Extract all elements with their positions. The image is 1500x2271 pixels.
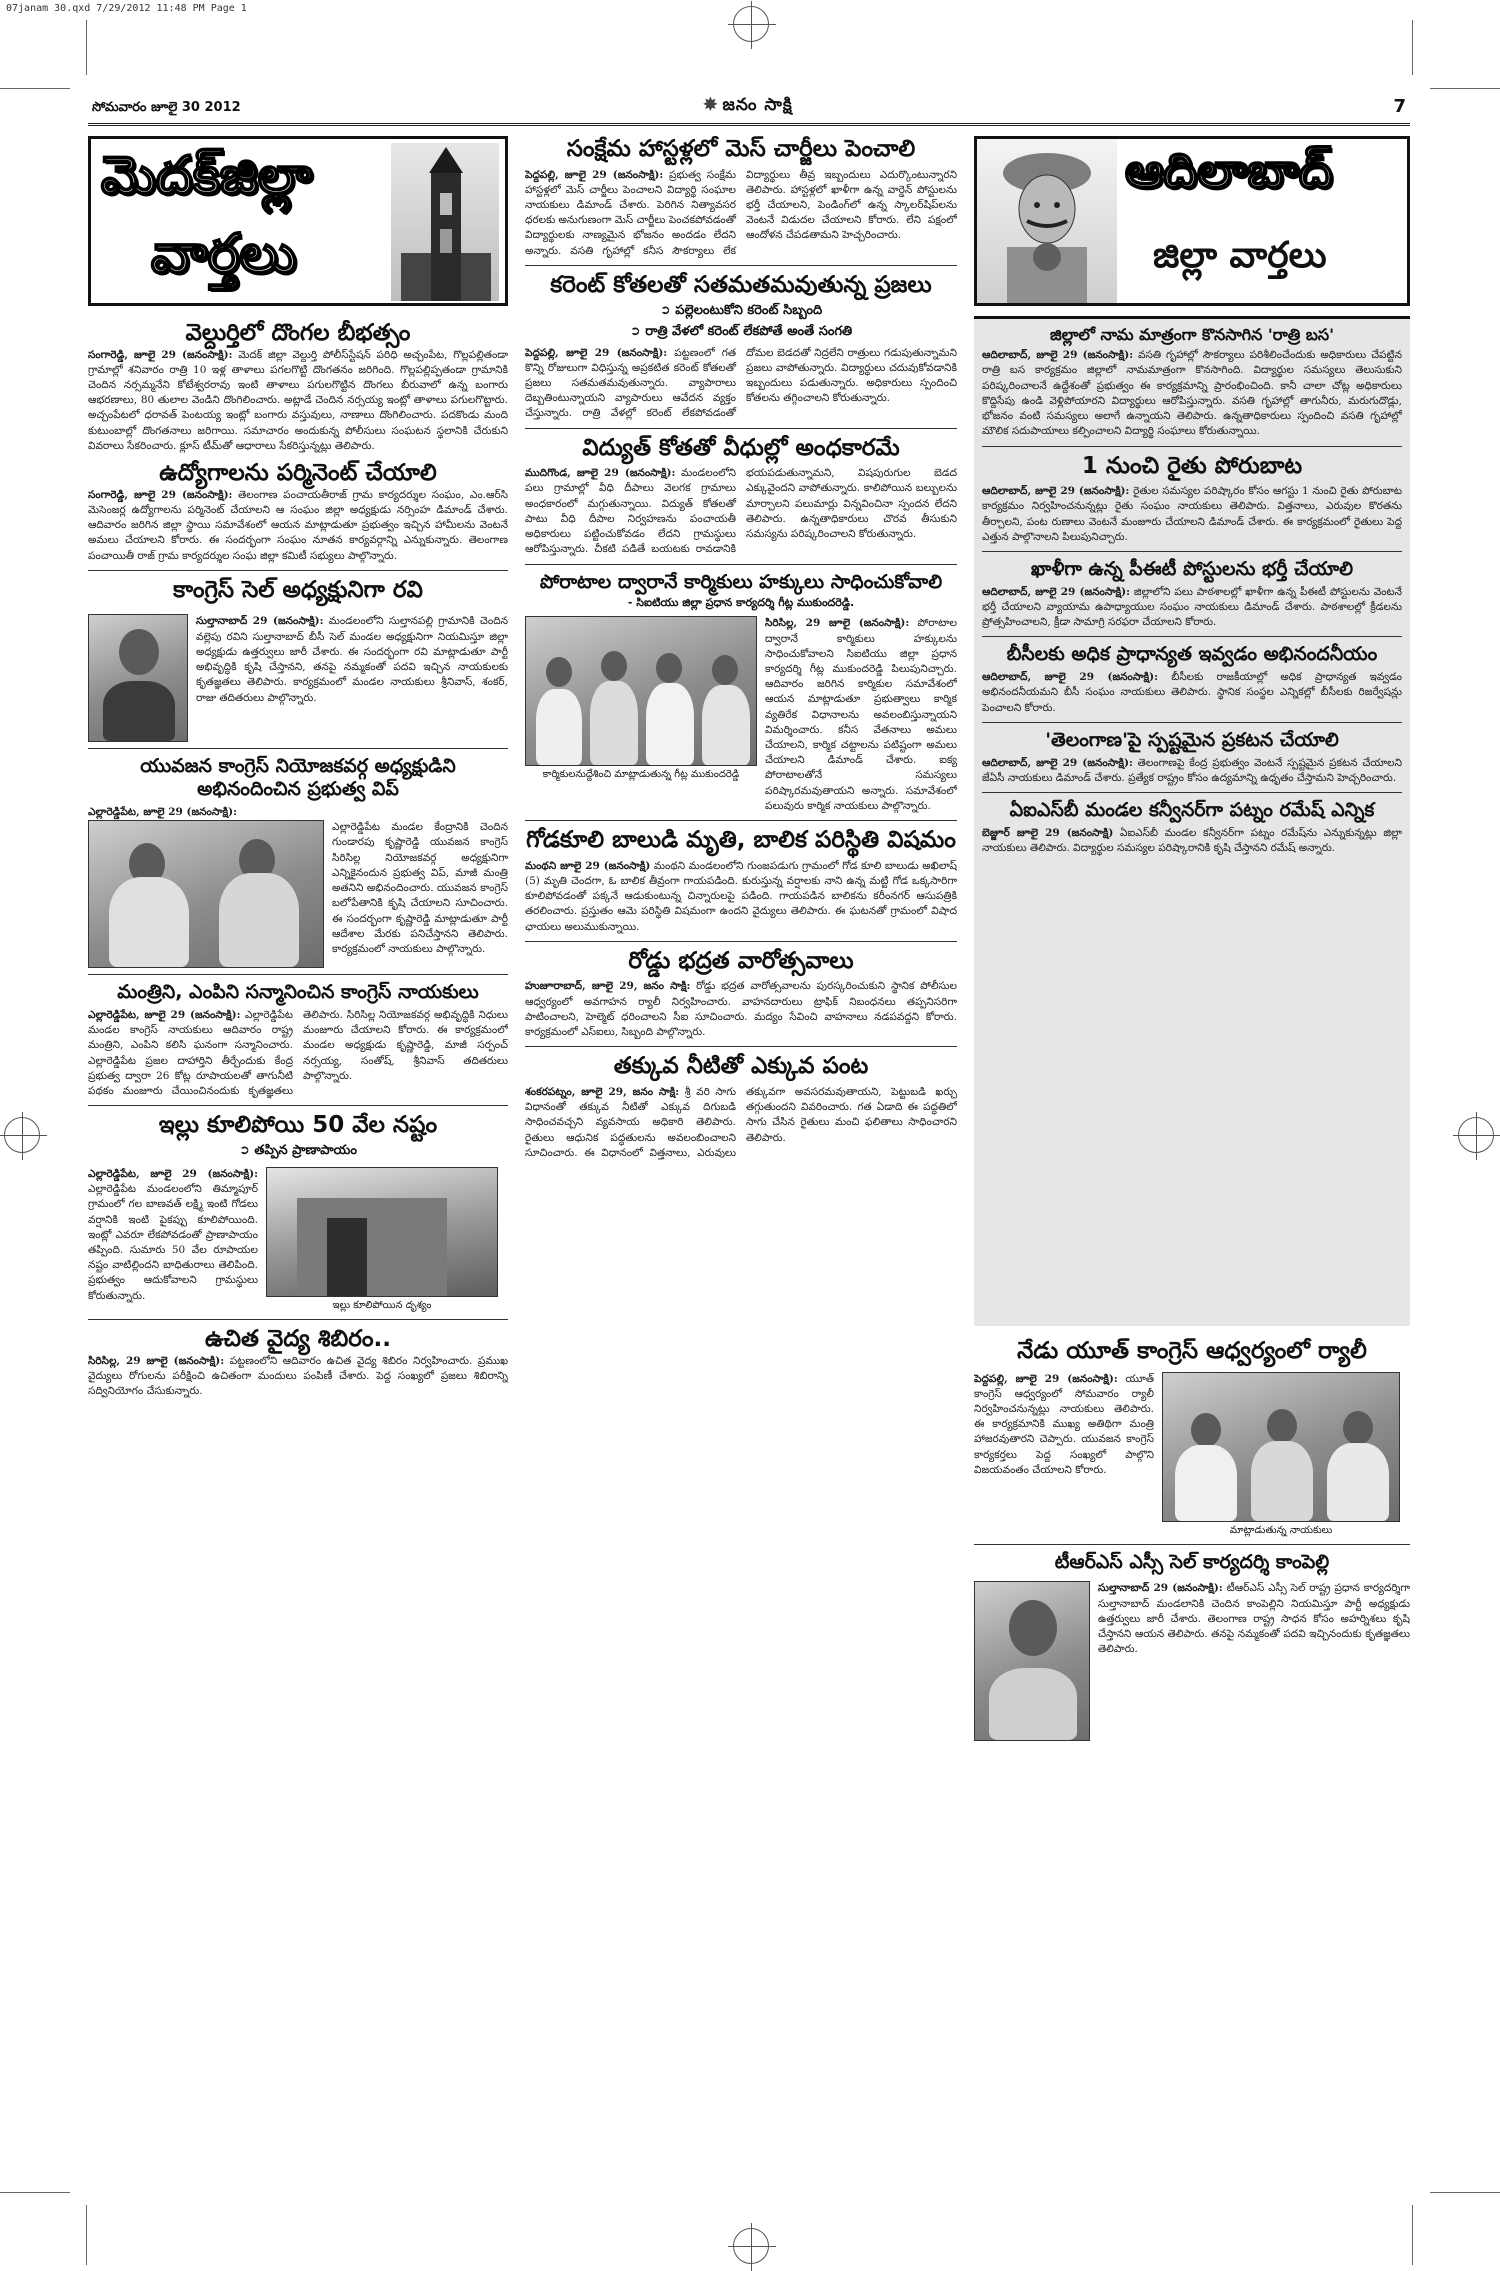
arrow-bullet-icon: ➲	[659, 302, 676, 318]
crop-mark	[0, 88, 70, 89]
article-minister-felicitation	[88, 981, 508, 1099]
article-body: ఎల్లారెడ్డిపేట మండల కేంద్రానికి చెందిన గుండారపు కృష్ణారెడ్డి యువజన కాంగ్రెస్ సిరిసిల్ల నియోజకవర్గ అధ్యక్షునిగా ఎన్నికైనందున ప్రభుత్వ విప్, మాజీ మంత్రి అతనిని అభినందించారు. యువజన కాంగ్రెస్ బలోపేతానికి కృషి చేయాలని సూచించారు. ఈ సందర్భంగా కృష్ణారెడ్డి మాట్లాడుతూ పార్టీ ఆదేశాల మేరకు పనిచేస్తానని తెలిపారు. కార్యక్రమంలో నాయకులు పాల్గొన్నారు.	[332, 821, 508, 955]
article-body: తెలంగాణపై కేంద్ర ప్రభుత్వం వెంటనే స్పష్టమైన ప్రకటన చేయాలని జేఏసీ నాయకులు డిమాండ్ చేశారు. ప్రత్యేక రాష్ట్రం కోసం ఉద్యమాన్ని ఉధృతం చేస్తామని హెచ్చరించారు.	[982, 756, 1402, 784]
divider	[525, 428, 957, 429]
headline: వెల్దుర్తిలో దొంగల బీభత్సం	[185, 320, 411, 346]
headline: మంత్రిని, ఎంపిని సన్మానించిన కాంగ్రెస్ నాయకులు	[117, 981, 479, 1004]
banner-title-line2: జిల్లా వార్తలు	[1153, 235, 1327, 276]
divider	[525, 820, 957, 821]
registration-mark-right	[1458, 1117, 1494, 1153]
article-body: ఏఐఎస్‌బీ మండల కన్వీనర్‌గా పట్నం రమేష్‌ను ఎన్నుకున్నట్లు జిల్లా నాయకులు తెలిపారు. విద్యార్థుల సమస్యల పరిష్కారానికి కృషి చేస్తానని రమేష్ అన్నారు.	[982, 826, 1402, 855]
church-photo	[391, 143, 499, 301]
column-medak	[88, 136, 508, 2190]
headline: టీఆర్‌ఎస్ ఎస్సీ సెల్ కార్యదర్శి కాంపెల్లి	[1054, 1550, 1330, 1573]
masthead-title: జనం సాక్షి	[722, 95, 793, 115]
collapsed-house-photo	[266, 1167, 498, 1297]
divider	[525, 941, 957, 942]
article-streets-dark	[525, 435, 957, 558]
headline: విద్యుత్ కోతతో వీధుల్లో అంధకారమే	[582, 434, 900, 461]
dateline: సుల్తానాబాద్ 29 (జనంసాక్షి):	[1098, 1582, 1223, 1595]
leaders-seated-photo	[1162, 1372, 1400, 1522]
article-body: టీఆర్‌ఎస్ ఎస్సీ సెల్ రాష్ట్ర ప్రధాన కార్యదర్శిగా సుల్తానాబాద్ మండలానికి చెందిన కాంపెల్లిని నియమిస్తూ పార్టీ అధ్యక్షుడు ఉత్తర్వులు జారీ చేశారు. తెలంగాణ రాష్ట్ర సాధన కోసం అహర్నిశలు కృషి చేస్తానని ఆయన తెలిపారు. తనపై నమ్మకంతో పదవి ఇచ్చినందుకు కృతజ్ఞతలు తెలిపారు.	[1098, 1582, 1410, 1656]
divider	[88, 1105, 508, 1106]
article-less-water-more-crop	[525, 1053, 957, 1161]
headline: యువజన కాంగ్రెస్ నియోజకవర్గ అధ్యక్షుడిని అభినందించిన ప్రభుత్వ విప్	[140, 755, 456, 801]
divider	[88, 570, 508, 571]
crop-mark	[0, 2192, 70, 2193]
dateline: మంథని జూలై 29 (జనంసాక్షి)	[525, 859, 651, 872]
column-adilabad	[974, 136, 1410, 2190]
adilabad-news-box	[974, 316, 1410, 1326]
headline: 'తెలంగాణ'పై స్పష్టమైన ప్రకటన చేయాలి	[1045, 728, 1339, 751]
headline: ఇల్లు కూలిపోయి 50 వేల నష్టం	[158, 1112, 438, 1139]
dateline: శంకరపట్నం, జూలై 29, జనం సాక్షి:	[525, 1085, 680, 1098]
crop-mark	[1412, 2205, 1413, 2265]
dateline: సంగారెడ్డి, జూలై 29 (జనంసాక్షి):	[88, 488, 233, 501]
registration-mark-left	[4, 1117, 40, 1153]
page-number: 7	[1393, 96, 1406, 117]
headline: జిల్లాలో నామ మాత్రంగా కొనసాగిన 'రాత్రి బస'	[1050, 325, 1334, 344]
dateline: ఆదిలాబాద్, జూలై 29 (జనంసాక్షి):	[982, 585, 1131, 598]
headline: కరెంట్ కోతలతో సతమతమవుతున్న ప్రజలు	[550, 271, 932, 298]
article-youth-congress-president	[88, 755, 508, 968]
article-congress-cell-ravi	[88, 577, 508, 743]
article-veldurthi	[88, 320, 508, 454]
article-night-stay	[982, 325, 1402, 440]
adilabad-district-banner	[974, 136, 1410, 306]
dateline: ఎల్లారెడ్డిపేట, జూలై 29 (జనంసాక్షి):	[88, 806, 237, 818]
photo-caption: కార్మికులనుద్దేశించి మాట్లాడుతున్న గీట్ల ముకుందరెడ్డి	[542, 769, 740, 781]
headline: బీసీలకు అధిక ప్రాధాన్యత ఇవ్వడం అభినందనీయం	[1006, 643, 1378, 666]
headline: 1 నుంచి రైతు పోరుబాట	[1081, 452, 1303, 479]
file-stamp: 07janam 30.qxd 7/29/2012 11:48 PM Page 1	[6, 3, 247, 14]
article-body: మండలంలోని సుల్తానపల్లి గ్రామానికి చెందిన వల్లెపు రవిని సుల్తానాబాద్ బీసీ సెల్ మండల అధ్యక్షునిగా నియమిస్తూ జిల్లా అధ్యక్షుడు ఉత్తర్వులు జారీ చేశారు. ఈ సందర్భంగా రవి మాట్లాడుతూ పార్టీ అభివృద్ధికి కృషి చేస్తానని, తనపై నమ్మకంతో పదవి ఇచ్చిన నాయకులకు కృతజ్ఞతలు తెలిపారు. కార్యక్రమంలో మండల నాయకులు శ్రీనివాస్, శంకర్, రాజు తదితరులు పాల్గొన్నారు.	[196, 615, 508, 704]
dateline: సంగారెడ్డి, జూలై 29 (జనంసాక్షి):	[88, 348, 233, 361]
page-header	[88, 90, 1410, 126]
article-bc-priority	[982, 643, 1402, 715]
star-logo-icon: ✸	[703, 95, 719, 115]
dateline: ఎల్లారెడ్డిపేట, జూలై 29 (జనంసాక్షి):	[88, 1009, 241, 1022]
article-body: మెదక్ జిల్లా వెల్దుర్తి పోలీస్‌స్టేషన్ పరిధి అచ్చంపేట, గొల్లపల్లితండా గ్రామాల్లో శనివారం రాత్రి 10 ఇళ్ల తాళాలు పగలగొట్టి దొంగతనం జరిగింది. గొల్లపల్లిప్పతండా గ్రామానికి చెందిన నర్సమ్మనేని కోటేశ్వరరావు ఇంటి తాళాలు పగులగొట్టిన దొంగలు బీరువాలో ఉన్న బంగారు ఆభరణాలు, 80 తులాల వెండిని దొంగిలించారు. అట్లాడే చెందిన నర్సయ్య ఇంట్లో తాళాలు పగులగొట్టారు. అచ్చంపేటలో ధరావత్ పెంటయ్య ఇంట్లో బంగారు వస్తువులు, నాణాలు దొంగిలించారు. పదకొండు మంది కుటుంబాల్లో దొంగతనాలు జరిగాయి. సమాచారం అందుకున్న పోలీసులు సంఘటన స్థలానికి చేరుకుని వివరాలు సేకరించారు. క్లూస్ టీమ్‌తో ఆధారాలు సేకరిస్తున్నట్లు తెలిపారు.	[88, 348, 508, 452]
divider	[982, 636, 1402, 637]
dateline: పెద్దపల్లి, జూలై 29 (జనంసాక్షి):	[525, 346, 668, 359]
article-road-safety	[525, 948, 957, 1040]
two-men-photo	[88, 820, 324, 968]
banner-title-line1: మెదక్‌జిల్లా	[101, 145, 313, 206]
article-farmers-agitation	[982, 453, 1402, 545]
dateline: ఆదిలాబాద్, జూలై 29 (జనంసాక్షి):	[982, 671, 1159, 684]
dateline: ఆదిలాబాద్, జూలై 29 (జనంసాక్షి):	[982, 756, 1133, 769]
crop-mark	[86, 2205, 87, 2265]
article-body: ఎల్లారెడ్డిపేట మండల కాంగ్రెస్ నాయకులు ఆదివారం రాష్ట్ర మంత్రిని, ఎంపిని కలిసి ఘనంగా సన్మానించారు. ఎల్లారెడ్డిపేట ప్రజల దాహార్తిని తీర్చేందుకు కేంద్ర ప్రభుత్వ ద్వారా 26 కోట్ల రూపాయలతో తాగునీటి పథకం మంజూరు చేయించినందుకు కృతజ్ఞతలు తెలిపారు. సిరిసిల్ల నియోజకవర్గ అభివృద్ధికి నిధులు మంజూరు చేయాలని కోరారు. ఈ కార్యక్రమంలో మండల అధ్యక్షుడు కృష్ణారెడ్డి, మాజీ సర్పంచ్ నర్సయ్య, సంతోష్, శ్రీనివాస్ తదితరులు పాల్గొన్నారు.	[88, 1009, 508, 1098]
crop-mark	[1412, 20, 1413, 75]
article-pet-posts	[982, 558, 1402, 630]
article-hostel-mess-charges	[525, 136, 957, 259]
registration-mark-top	[733, 6, 769, 42]
dateline: పెద్దపల్లి, జూలై 29 (జనంసాక్షి):	[974, 1372, 1118, 1385]
article-aisb-convener	[982, 799, 1402, 856]
article-body: బీసీలకు రాజకీయాల్లో అధిక ప్రాధాన్యత ఇవ్వడం అభినందనీయమని బీసీ సంఘం నాయకులు తెలిపారు. స్థానిక సంస్థల ఎన్నికల్లో బీసీలకు రిజర్వేషన్లు పెంచాలని కోరారు.	[982, 671, 1402, 714]
column-center	[525, 136, 957, 2190]
banner-title-line1: ఆదిలాబాద్	[1125, 143, 1333, 199]
headline: నేడు యూత్ కాంగ్రెస్ ఆధ్వర్యంలో ర్యాలీ	[1017, 1338, 1367, 1364]
article-wall-collapse	[525, 827, 957, 935]
divider	[982, 551, 1402, 552]
issue-date: సోమవారం జూలై 30 2012	[92, 100, 241, 115]
registration-mark-bottom	[733, 2228, 769, 2264]
headline: కాంగ్రెస్ సెల్ అధ్యక్షునిగా రవి	[173, 576, 423, 603]
dateline: సిరిసిల్ల, 29 జూలై (జనంసాక్షి):	[88, 1354, 225, 1367]
divider	[525, 1046, 957, 1047]
crop-mark	[86, 20, 87, 75]
banner-title-line2: వార్తలు	[151, 221, 297, 285]
kampelli-portrait-photo	[974, 1581, 1090, 1741]
article-body: జిల్లాలోని పలు పాఠశాలల్లో ఖాళీగా ఉన్న పీఈటీ పోస్టులను వెంటనే భర్తీ చేయాలని వ్యాయామ ఉపాధ్యాయుల సంఘం నాయకులు డిమాండ్ చేశారు. పాఠశాలల్లో క్రీడలను ప్రోత్సహించాలని, క్రీడా సామాగ్రి సరఫరా చేయాలని కోరారు.	[982, 585, 1403, 629]
divider	[525, 265, 957, 266]
article-body: వసతి గృహాల్లో సౌకర్యాలు పరిశీలించేందుకు అధికారులు చేపట్టిన రాత్రి బస కార్యక్రమం జిల్లాలో నామమాత్రంగా కొనసాగింది. విద్యార్థుల సమస్యలు తెలుసుకుని పరిష్కరించాలనే ఉద్దేశంతో ప్రభుత్వం ఈ కార్యక్రమాన్ని ప్రారంభించింది. కానీ చాలా చోట్ల అధికారులు కొద్దిసేపు ఉండి వెళ్లిపోయారని విద్యార్థులు ఆరోపిస్తున్నారు. వసతి గృహాల్లో తాగునీరు, మరుగుదొడ్లు, భోజనం వంటి సమస్యలు అలాగే ఉన్నాయని తెలిపారు. ఉన్నతాధికారులు స్పందించి వసతి గృహాల్లో మౌలిక సదుపాయాలు కల్పించాలని విద్యార్థి సంఘాలు కోరుతున్నాయి.	[982, 349, 1402, 438]
dateline: ముదిగొండ, జూలై 29 (జనంసాక్షి):	[525, 467, 676, 480]
church-tower-icon	[391, 143, 499, 301]
divider	[88, 974, 508, 975]
article-body: మంథని మండలంలోని గుంజపడుగు గ్రామంలో గోడ కూలి బాలుడు అఖిలాష్ (5) మృతి చెందగా, ఓ బాలిక తీవ్రంగా గాయపడింది. కురుస్తున్న వర్షాలకు నాని ఉన్న మట్టి గోడ ఒక్కసారిగా కూలిపోవడంతో పక్కనే ఆడుకుంటున్న చిన్నారులపై పడింది. గాయపడిన బాలికను కరీంనగర్ ఆసుపత్రికి తరలించారు. ప్రస్తుతం ఆమె పరిస్థితి విషమంగా ఉందని వైద్యులు తెలిపారు. ఈ ఘటనతో గ్రామంలో విషాద ఛాయలు అలుముకున్నాయి.	[525, 859, 957, 933]
dateline: పెద్దపల్లి, జూలై 29 (జనంసాక్షి):	[525, 168, 664, 181]
headline: ఉచిత వైద్య శిబిరం..	[204, 1325, 391, 1352]
headline: రోడ్డు భద్రత వారోత్సవాలు	[628, 947, 854, 974]
headline: ఖాళీగా ఉన్న పీఈటీ పోస్టులను భర్తీ చేయాలి	[1030, 557, 1354, 580]
divider	[982, 792, 1402, 793]
article-body: రోడ్డు భద్రత వారోత్సవాలను పురస్కరించుకుని స్థానిక పోలీసుల ఆధ్వర్యంలో అవగాహన ర్యాలీ నిర్వహించారు. వాహనదారులు ట్రాఫిక్ నిబంధనలు తప్పనిసరిగా పాటించాలని, హెల్మెట్ ధరించాలని సీఐ సూచించారు. మద్యం సేవించి వాహనాలు నడపవద్దని కోరారు. కార్యక్రమంలో ఎస్ఐలు, సిబ్బంది పాల్గొన్నారు.	[525, 980, 957, 1039]
article-youth-congress-rally	[974, 1338, 1410, 1538]
article-medical-camp	[88, 1326, 508, 1399]
headline: ఏఐఎస్‌బీ మండల కన్వీనర్‌గా పట్నం రమేష్ ఎన్నిక	[1009, 799, 1375, 822]
dateline: సిరిసిల్ల, 29 జూలై (జనంసాక్షి):	[765, 617, 910, 630]
article-body: మండలంలోని పలు గ్రామాల్లో వీధి దీపాలు వెలగక గ్రామాలు అంధకారంలో మగ్గుతున్నాయి. విద్యుత్ కోతలతో పాటు వీధి దీపాల నిర్వహణను పంచాయతీ అధికారులు పట్టించుకోవడం లేదని గ్రామస్థులు ఆరోపిస్తున్నారు. చీకటి పడితే బయటకు రావడానికి భయపడుతున్నామని, విషపురుగుల బెడద ఎక్కువైందని వాపోతున్నారు. కాలిపోయిన బల్బులను మార్చాలని పలుమార్లు విన్నవించినా స్పందన లేదని తెలిపారు. ఉన్నతాధికారులు చొరవ తీసుకుని సమస్యను పరిష్కరించాలని కోరుతున్నారు.	[525, 467, 957, 556]
divider	[974, 1544, 1410, 1545]
divider	[88, 1319, 508, 1320]
tribal-leader-illustration	[977, 139, 1117, 303]
arrow-bullet-icon: ➲	[629, 323, 646, 339]
headline: గోడకూలి బాలుడి మృతి, బాలిక పరిస్థితి విషమం	[526, 827, 956, 854]
subheadline: ➲ తప్పిన ప్రాణాపాయం	[239, 1142, 357, 1158]
article-trs-sc-cell	[974, 1551, 1410, 1742]
headline: తక్కువ నీటితో ఎక్కువ పంట	[613, 1053, 869, 1080]
article-body: ఎల్లారెడ్డిపేట మండలంలోని తిమ్మాపూర్ గ్రామంలో గల బాణవత్ లక్ష్మి ఇంటి గోడలు వర్షానికి ఇంటి పైకప్పు కూలిపోయింది. ఇంట్లో ఎవరూ లేకపోవడంతో ప్రాణాపాయం తప్పింది. సుమారు 50 వేల రూపాయల నష్టం వాటిల్లిందని బాధితురాలు తెలిపింది. ప్రభుత్వం ఆదుకోవాలని గ్రామస్థులు కోరుతున్నారు.	[88, 1183, 258, 1302]
article-house-collapse	[88, 1112, 508, 1313]
dateline: ఎల్లారెడ్డిపేట, జూలై 29 (జనంసాక్షి):	[88, 1167, 258, 1180]
article-body: ప్రభుత్వ సంక్షేమ హాస్టళ్లలో మెస్ చార్జీలు పెంచాలని విద్యార్థి సంఘాల నాయకులు డిమాండ్ చేశారు. పెరిగిన నిత్యావసర ధరలకు అనుగుణంగా మెస్ చార్జీలు పెంచకపోవడంతో విద్యార్థులకు నాణ్యమైన భోజనం అందడం లేదని అన్నారు. వసతి గృహాల్లో కనీస సౌకర్యాలు లేక విద్యార్థులు తీవ్ర ఇబ్బందులు ఎదుర్కొంటున్నారని తెలిపారు. హాస్టళ్లలో ఖాళీగా ఉన్న వార్డెన్ పోస్టులను భర్తీ చేయాలని, పెండింగ్‌లో ఉన్న స్కాలర్‌షిప్‌లను వెంటనే విడుదల చేయాలని కోరారు. లేని పక్షంలో ఆందోళన చేపడతామని హెచ్చరించారు.	[525, 168, 957, 257]
headline: సంక్షేమ హాస్టళ్లలో మెస్ చార్జీలు పెంచాలి	[566, 136, 916, 162]
article-power-cuts	[525, 272, 957, 422]
article-body: పోరాటాల ద్వారానే కార్మికులు హక్కులను సాధించుకోవాలని సిఐటియు జిల్లా ప్రధాన కార్యదర్శి గీట్ల ముకుందరెడ్డి పిలుపునిచ్చారు. ఆదివారం జరిగిన కార్మికుల సమావేశంలో ఆయన మాట్లాడుతూ ప్రభుత్వాలు కార్మిక వ్యతిరేక విధానాలను అవలంబిస్తున్నాయని విమర్శించారు. కనీస వేతనాలు అమలు చేయాలని, కార్మిక చట్టాలను పటిష్టంగా అమలు చేయాలని డిమాండ్ చేశారు. ఐక్య పోరాటాలతోనే సమస్యలు పరిష్కారమవుతాయని అన్నారు. సమావేశంలో పలువురు కార్మిక నాయకులు పాల్గొన్నారు.	[765, 617, 957, 812]
medak-district-banner	[88, 136, 508, 306]
crop-mark	[1430, 2192, 1500, 2193]
portrait-icon	[977, 139, 1117, 303]
divider	[525, 564, 957, 565]
article-body: యూత్ కాంగ్రెస్ ఆధ్వర్యంలో సోమవారం ర్యాలీ నిర్వహించనున్నట్లు నాయకులు తెలిపారు. ఈ కార్యక్రమానికి ముఖ్య అతిథిగా మంత్రి హాజరవుతారని చెప్పారు. యువజన కాంగ్రెస్ కార్యకర్తలు పెద్ద సంఖ్యలో పాల్గొని విజయవంతం చేయాలని కోరారు.	[974, 1372, 1154, 1476]
article-body: పట్టణంలోని ఆదివారం ఉచిత వైద్య శిబిరం నిర్వహించారు. ప్రముఖ వైద్యులు రోగులను పరీక్షించి ఉచితంగా మందులు పంపిణీ చేశారు. పెద్ద సంఖ్యలో ప్రజలు శిబిరాన్ని సద్వినియోగం చేసుకున్నారు.	[88, 1354, 508, 1397]
article-body: శ్రీ వరి సాగు విధానంతో తక్కువ నీటితో ఎక్కువ దిగుబడి సాధించవచ్చని వ్యవసాయ అధికారి తెలిపారు. రైతులు ఆధునిక పద్ధతులను అవలంబించాలని సూచించారు. ఈ విధానంలో విత్తనాలు, ఎరువులు తక్కువగా అవసరమవుతాయని, పెట్టుబడి ఖర్చు తగ్గుతుందని వివరించారు. గత ఏడాది ఈ పద్ధతిలో సాగు చేసిన రైతులు మంచి ఫలితాలు సాధించారని తెలిపారు.	[525, 1085, 957, 1159]
byline: - సిఐటియు జిల్లా ప్రధాన కార్యదర్శి గీట్ల ముకుందరెడ్డి.	[627, 596, 855, 610]
dateline: సుల్తానాబాద్ 29 (జనంసాక్షి):	[196, 615, 324, 628]
newspaper-page	[88, 90, 1410, 2190]
headline: పోరాటాల ద్వారానే కార్మికులు హక్కులు సాధించుకోవాలి	[539, 570, 943, 593]
arrow-bullet-icon: ➲	[239, 1142, 255, 1158]
workers-meeting-photo	[525, 616, 757, 766]
subheadline: ➲ రాత్రి వేళలో కరెంట్ లేకపోతే అంతే సంగతి	[629, 323, 853, 339]
article-body: తెలంగాణ పంచాయతీరాజ్ గ్రామ కార్యదర్శుల సంఘం, ఎం.ఆర్‌సి మెసెంజర్ల ఉద్యోగాలను పర్మినెంట్ చేయాలని ఆ సంఘం జిల్లా అధ్యక్షుడు నర్సింహ డిమాండ్ చేశారు. ఆదివారం జరిగిన జిల్లా స్థాయి సమావేశంలో ఆయన మాట్లాడుతూ ప్రభుత్వం ఇచ్చిన హామీలను వెంటనే అమలు చేయాలని కోరారు. ఈ సందర్భంగా సంఘం నూతన కార్యవర్గాన్ని ఎన్నుకున్నారు. తెలంగాణ పంచాయితీ రాజ్ గ్రామ కార్యదర్శుల సంఘ జిల్లా కమిటీ సభ్యులు పాల్గొన్నారు.	[88, 488, 508, 562]
ravi-portrait-photo	[88, 614, 188, 742]
divider	[88, 748, 508, 749]
dateline: హుజూరాబాద్, జూలై 29, జనం సాక్షి:	[525, 980, 691, 993]
dateline: ఆదిలాబాద్, జూలై 29 (జనంసాక్షి):	[982, 349, 1134, 362]
article-jobs-permanent	[88, 460, 508, 564]
dateline: బెజ్జూర్ జూలై 29 (జనంసాక్షి)	[982, 826, 1114, 839]
photo-caption: ఇల్లు కూలిపోయిన దృశ్యం	[332, 1299, 432, 1311]
article-body: పట్టణంలో గత కొన్ని రోజులుగా విధిస్తున్న అప్రకటిత కరెంట్ కోతలతో ప్రజలు సతమతమవుతున్నారు. వ్యాపారాలు దెబ్బతింటున్నాయని వ్యాపారులు ఆవేదన వ్యక్తం చేస్తున్నారు. రాత్రి వేళల్లో కరెంట్ లేకపోవడంతో దోమల బెడదతో నిద్రలేని రాత్రులు గడుపుతున్నామని ప్రజలు వాపోతున్నారు. విద్యార్థులు చదువుకోవడానికి ఇబ్బందులు పడుతున్నారు. అధికారులు స్పందించి కోతలను తగ్గించాలని కోరుతున్నారు.	[525, 346, 957, 420]
dateline: ఆదిలాబాద్, జూలై 29 (జనంసాక్షి):	[982, 485, 1130, 498]
divider	[982, 446, 1402, 447]
article-body: రైతుల సమస్యల పరిష్కారం కోసం ఆగస్టు 1 నుంచి రైతు పోరుబాట కార్యక్రమం నిర్వహించనున్నట్లు రైతు సంఘం నాయకులు తెలిపారు. విత్తనాలు, ఎరువుల కొరతను తీర్చాలని, పంట రుణాలు వెంటనే మంజూరు చేయాలని డిమాండ్ చేశారు. ఈ కార్యక్రమంలో రైతులు పెద్ద ఎత్తున పాల్గొనాలని పిలుపునిచ్చారు.	[982, 485, 1402, 543]
headline: ఉద్యోగాలను పర్మినెంట్ చేయాలి	[159, 460, 437, 487]
divider	[982, 722, 1402, 723]
subheadline: ➲ పల్లెలంటుకోని కరెంట్ సిబ్బంది	[659, 302, 823, 318]
masthead	[688, 95, 808, 119]
photo-caption: మాట్లాడుతున్న నాయకులు	[1229, 1524, 1333, 1536]
crop-mark	[1430, 88, 1500, 89]
article-telangana-statement	[982, 729, 1402, 786]
article-workers-rights	[525, 571, 957, 815]
